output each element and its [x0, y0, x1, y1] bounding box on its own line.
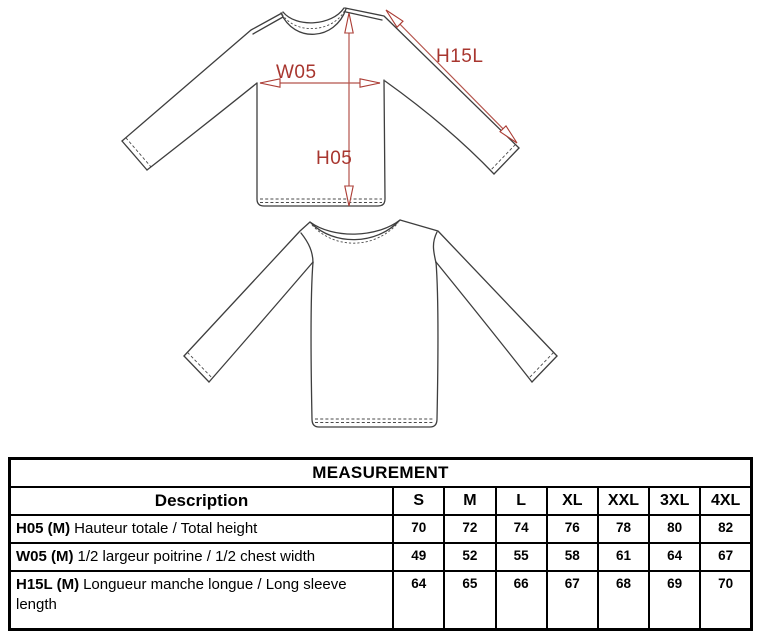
- row-description: [10, 515, 394, 543]
- value-cell: 64: [649, 543, 700, 571]
- measure-code: H05 (M): [16, 520, 71, 537]
- value-cell: 49: [393, 543, 444, 571]
- value-cell: 67: [700, 543, 751, 571]
- table-row: [10, 571, 752, 629]
- value-cell: 78: [598, 515, 649, 543]
- table-title: MEASUREMENT: [10, 459, 752, 488]
- value-cell: 55: [496, 543, 547, 571]
- value-cell: 66: [496, 571, 547, 629]
- measure-code: W05 (M): [16, 548, 74, 565]
- size-header-xl: XL: [547, 487, 598, 515]
- value-cell: 70: [393, 515, 444, 543]
- size-header-m: M: [444, 487, 495, 515]
- value-cell: 82: [700, 515, 751, 543]
- measurement-table: [8, 457, 753, 631]
- value-cell: 74: [496, 515, 547, 543]
- table-header-row: [10, 487, 752, 515]
- arrowhead-down-icon: [345, 186, 353, 206]
- chest-width-label: W05: [276, 62, 317, 83]
- description-header: Description: [10, 487, 394, 515]
- table-row: [10, 543, 752, 571]
- total-height-label: H05: [316, 148, 353, 169]
- back-view-drawing: [184, 220, 557, 427]
- front-view-drawing: [122, 8, 519, 206]
- value-cell: 72: [444, 515, 495, 543]
- table-title-row: [10, 459, 752, 488]
- value-cell: 61: [598, 543, 649, 571]
- measurement-table-section: [0, 455, 760, 631]
- value-cell: 69: [649, 571, 700, 629]
- size-header-xxl: XXL: [598, 487, 649, 515]
- size-header-s: S: [393, 487, 444, 515]
- measure-label: Longueur manche longue / Long sleeve length: [16, 576, 347, 613]
- value-cell: 68: [598, 571, 649, 629]
- sleeve-length-arrow-line: [387, 11, 516, 142]
- row-description: [10, 543, 394, 571]
- value-cell: 67: [547, 571, 598, 629]
- value-cell: 58: [547, 543, 598, 571]
- arrowhead-right-icon: [360, 79, 380, 87]
- table-row: [10, 515, 752, 543]
- value-cell: 80: [649, 515, 700, 543]
- size-header-4xl: 4XL: [700, 487, 751, 515]
- value-cell: 64: [393, 571, 444, 629]
- measure-code: H15L (M): [16, 576, 80, 593]
- size-header-l: L: [496, 487, 547, 515]
- arrowhead-up-icon: [345, 13, 353, 33]
- value-cell: 76: [547, 515, 598, 543]
- value-cell: 70: [700, 571, 751, 629]
- sleeve-length-label: H15L: [436, 46, 484, 67]
- value-cell: 65: [444, 571, 495, 629]
- value-cell: 52: [444, 543, 495, 571]
- measure-label: 1/2 largeur poitrine / 1/2 chest width: [77, 548, 316, 565]
- row-description: [10, 571, 394, 629]
- measure-label: Hauteur totale / Total height: [74, 520, 258, 537]
- size-header-3xl: 3XL: [649, 487, 700, 515]
